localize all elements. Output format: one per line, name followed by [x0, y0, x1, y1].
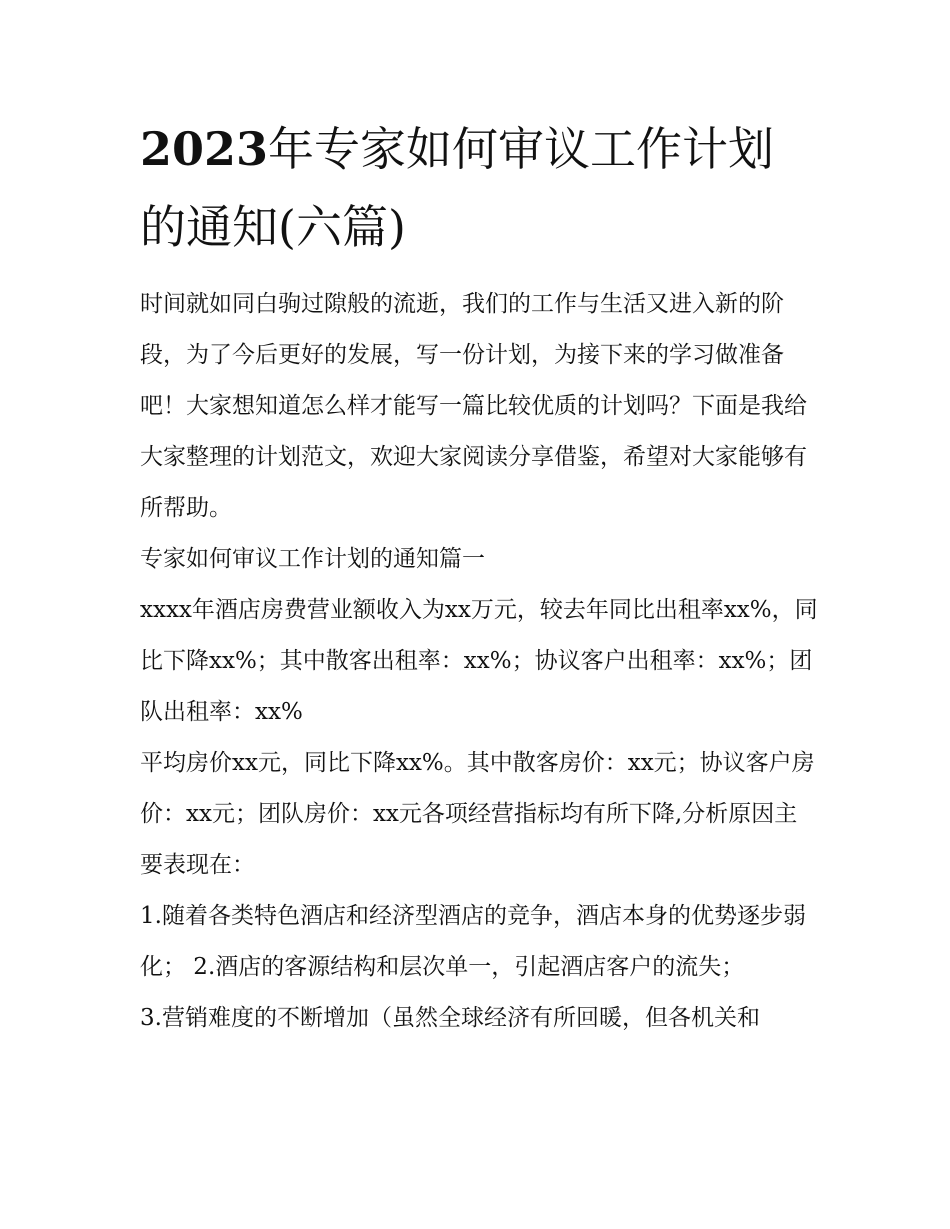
title-text: 年专家如何审议工作计划的通知(六篇)	[140, 122, 775, 254]
intro-paragraph: 时间就如同白驹过隙般的流逝，我们的工作与生活又进入新的阶段，为了今后更好的发展，写一份计划，为接下来的学习做准备吧！大家想知道怎么样才能写一篇比较优质的计划吗？下面是我给大家整理的计划范文，欢迎大家阅读分享借鉴，希望对大家能够有所帮助。	[140, 291, 807, 521]
body-paragraph: xxxx年酒店房费营业额收入为xx万元，较去年同比出租率xx%，同比下降xx%；其中散客出租率：xx%；协议客户出租率：xx%；团队出租率：xx%	[140, 597, 818, 725]
document-body	[140, 279, 820, 1044]
list-paragraph: 1.随着各类特色酒店和经济型酒店的竞争，酒店本身的优势逐步弱化； 2.酒店的客源结构和层次单一，引起酒店客户的流失；	[140, 903, 806, 980]
list-paragraph: 3.营销难度的不断增加（虽然全球经济有所回暖，但各机关和	[140, 1005, 760, 1031]
title-year: 2023	[140, 122, 269, 176]
document-title	[140, 110, 820, 266]
body-paragraph: 平均房价xx元，同比下降xx%。其中散客房价：xx元；协议客户房价：xx元；团队房价：xx元各项经营指标均有所下降,分析原因主要表现在：	[140, 750, 815, 878]
section-heading: 专家如何审议工作计划的通知篇一	[140, 546, 485, 572]
